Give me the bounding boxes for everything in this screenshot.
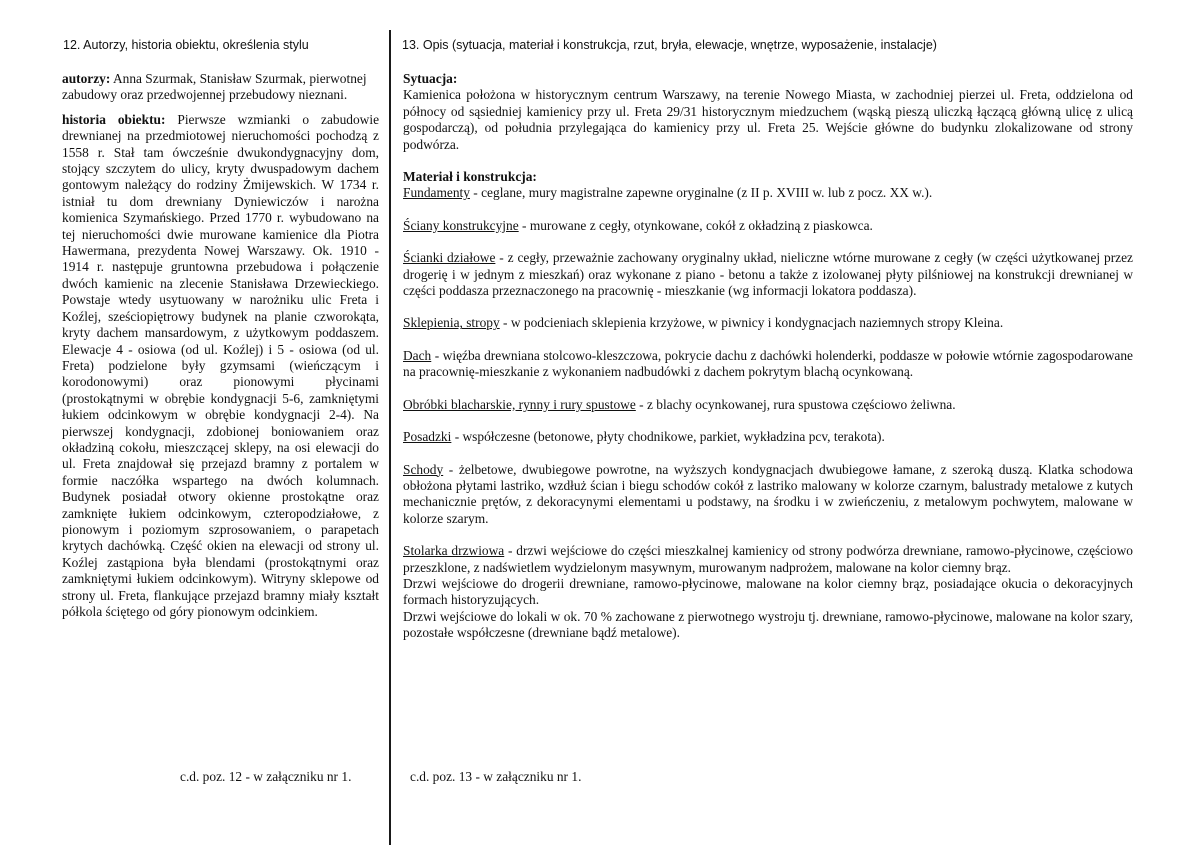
right-column bbox=[403, 71, 1133, 642]
authors-paragraph bbox=[62, 71, 379, 104]
item-text: - ceglane, mury magistralne zapewne oryginalne (z II p. XVIII w. lub z pocz. XX w.). bbox=[469, 185, 933, 201]
item-text: - z cegły, przeważnie zachowany oryginalny układ, nieliczne wtórne murowane z cegły (w części użytkowanej przez drogerię i w jednym z mieszkań) oraz wykonane z piano - betonu a także z izolowanej płyty pilśniowej na konstrukcji drewnianej w części poddasza przeznaczonego na pracownię - mieszkanie (wg informacji lokatora poddasza). bbox=[403, 250, 1133, 299]
item-door-joinery bbox=[403, 543, 1133, 576]
authors-label: autorzy: bbox=[62, 71, 111, 86]
item-text: - żelbetowe, dwubiegowe powrotne, na wyższych kondygnacjach dwubiegowe łamane, z szeroką duszą. Klatka schodowa obłożona płytami lastriko, wzdłuż ścian i biegu schodów cokół z lastriko malowany w kolorze czarnym, balustrady metalowe z kutych mechanicznie prętów, z dekoracynymi elementami u podstawy, na środku i w zwieńczeniu, z metalowym pochwytem, malowane w kolorze szarym. bbox=[403, 461, 1133, 526]
item-label: Ścianki działowe bbox=[403, 250, 496, 266]
item-label: Ściany konstrukcyjne bbox=[403, 217, 519, 233]
item-label: Fundamenty bbox=[403, 185, 470, 201]
doors-drugstore-text: Drzwi wejściowe do drogerii drewniane, ramowo-płycinowe, malowane na kolor ciemny brąz, posiadające okucia o dekoracyjnych formach historyzujących. bbox=[403, 575, 1133, 608]
situation-heading: Sytuacja: bbox=[403, 71, 458, 86]
left-continuation-note: c.d. poz. 12 - w załączniku nr 1. bbox=[180, 769, 352, 784]
item-roof bbox=[403, 348, 1133, 381]
item-structural-walls bbox=[403, 218, 1133, 234]
left-column bbox=[62, 71, 379, 628]
item-text: - więźba drewniana stolcowo-kleszczowa, pokrycie dachu z dachówki holenderki, poddasze w połowie wtórnie zagospodarowane na pracownię-mieszkanie z wykonaniem nadbudówki z dachem pokrytym blachą ocynkowaną. bbox=[403, 347, 1133, 380]
item-floors bbox=[403, 429, 1133, 445]
column-divider bbox=[389, 30, 391, 845]
item-label: Sklepienia, stropy bbox=[403, 315, 500, 331]
item-flashings-gutters bbox=[403, 397, 1133, 413]
item-text: - murowane z cegły, otynkowane, cokół z okładziną z piaskowca. bbox=[518, 217, 873, 233]
item-foundations bbox=[403, 185, 1133, 201]
history-label: historia obiektu: bbox=[62, 111, 166, 127]
item-stairs bbox=[403, 462, 1133, 528]
material-heading: Materiał i konstrukcja: bbox=[403, 169, 537, 185]
history-paragraph bbox=[62, 112, 379, 621]
item-vaults-ceilings bbox=[403, 315, 1133, 331]
item-text: - z blachy ocynkowanej, rura spustowa częściowo żeliwna. bbox=[635, 396, 956, 412]
item-label: Obróbki blacharskie, rynny i rury spustowe bbox=[403, 396, 636, 412]
right-column-header: 13. Opis (sytuacja, materiał i konstrukcja, rzut, bryła, elewacje, wnętrze, wyposażenie, instalacje) bbox=[402, 38, 937, 52]
item-text: - drzwi wejściowe do części mieszkalnej kamienicy od strony podwórza drewniane, ramowo-płycinowe, częściowo przeszklone, z nadświetlem wydzielonym masywnym, murowanym nadprożem, malowane na kolor ciemny brąz. bbox=[403, 543, 1133, 575]
doors-units-text: Drzwi wejściowe do lokali w ok. 70 % zachowane z pierwotnego wystroju tj. drewniane, ramowo-płycinowe, malowane na kolor szary, pozostałe współczesne (drewniane bądź metalowe). bbox=[403, 608, 1133, 641]
item-label: Schody bbox=[403, 461, 444, 477]
item-text: - w podcieniach sklepienia krzyżowe, w piwnicy i kondygnacjach naziemnych stropy Kleina. bbox=[499, 315, 1004, 331]
item-label: Dach bbox=[403, 347, 432, 363]
item-text: - współczesne (betonowe, płyty chodnikowe, parkiet, wykładzina pcv, terakota). bbox=[451, 429, 885, 445]
situation-text: Kamienica położona w historycznym centrum Warszawy, na terenie Nowego Miasta, w zachodniej pierzei ul. Freta, oddzielona od północy od sąsiedniej kamienicy przy ul. Freta 29/31 historycznym miedzuchem (wąską pieszą uliczką łączącą główną ulicę z ulicą gospodarczą), od południa przylegająca do kamienicy przy ul. Freta 25. Wejście główne do budynku zlokalizowane od strony podwórza. bbox=[403, 87, 1133, 152]
left-column-header: 12. Autorzy, historia obiektu, określenia stylu bbox=[63, 38, 309, 52]
right-continuation-note: c.d. poz. 13 - w załączniku nr 1. bbox=[410, 769, 582, 784]
authors-text: Anna Szurmak, Stanisław Szurmak, pierwotnej zabudowy oraz przedwojennej przebudowy nieznani. bbox=[62, 71, 367, 103]
history-text: Pierwsze wzmianki o zabudowie drewnianej na przedmiotowej nieruchomości pochodzą z 1558 r. Stał tam ówcześnie dwukondygnacyjny dom, stojący szczytem do ulicy, kryty dwuspadowym dachem gontowym należący do rodziny Żmijewskich. W 1734 r. istniał tu dom drewniany Dyniewiczów i narożna komienica Szymańskiego. Przed 1770 r. wybudowano na tej nieruchomości dwie murowane kamienice dla Piotra Hawermana, prezydenta Nowej Warszawy. Ok. 1910 - 1914 r. następuje gruntowna przebudowa i połączenie dwóch kamienic na zlecenie Stanisława Drzewieckiego. Powstaje wtedy usytuowany w narożniku ulic Freta i Koźlej, sześciopiętrowy budynek na planie czworokąta, kryty dachem mansardowym, z użytkowym poddaszem. Elewacje 4 - osiowa (od ul. Koźlej) i 5 - osiowa (od ul. Freta) podzielone były gzymsami (wieńczącym i korodonowymi) oraz pionowymi płycinami (prostokątnymi w obrębie kondygnacji 5-6, zamkniętymi łukiem odcinkowym w obrębie kondygnacji 2-4). Na pierwszej kondygnacji, zdobionej boniowaniem oraz okładziną cokołu, mieszczącej sklepy, na osi elewacji do ul. Freta znajdował się przejazd bramny z portalem w formie naczółka wspartego na dwóch kolumnach. Budynek posiadał otwory okienne prostokątne oraz zamknięte łukiem odcinkowym, czteropodziałowe, z pionowym i poziomym szprosowaniem, o parapetach krytych dachówką. Część okien na elewacji od strony ul. Koźlej zastąpiona była blendami (prostokątnymi oraz zamkniętymi łukiem odcinkowym). Witryny sklepowe od strony ul. Freta, flankujące przejazd bramny miały kształt półkola ściętego od góry pionowym odcinkiem. bbox=[62, 111, 380, 619]
item-label: Posadzki bbox=[403, 429, 452, 445]
item-partition-walls bbox=[403, 250, 1133, 299]
item-label: Stolarka drzwiowa bbox=[403, 543, 505, 559]
